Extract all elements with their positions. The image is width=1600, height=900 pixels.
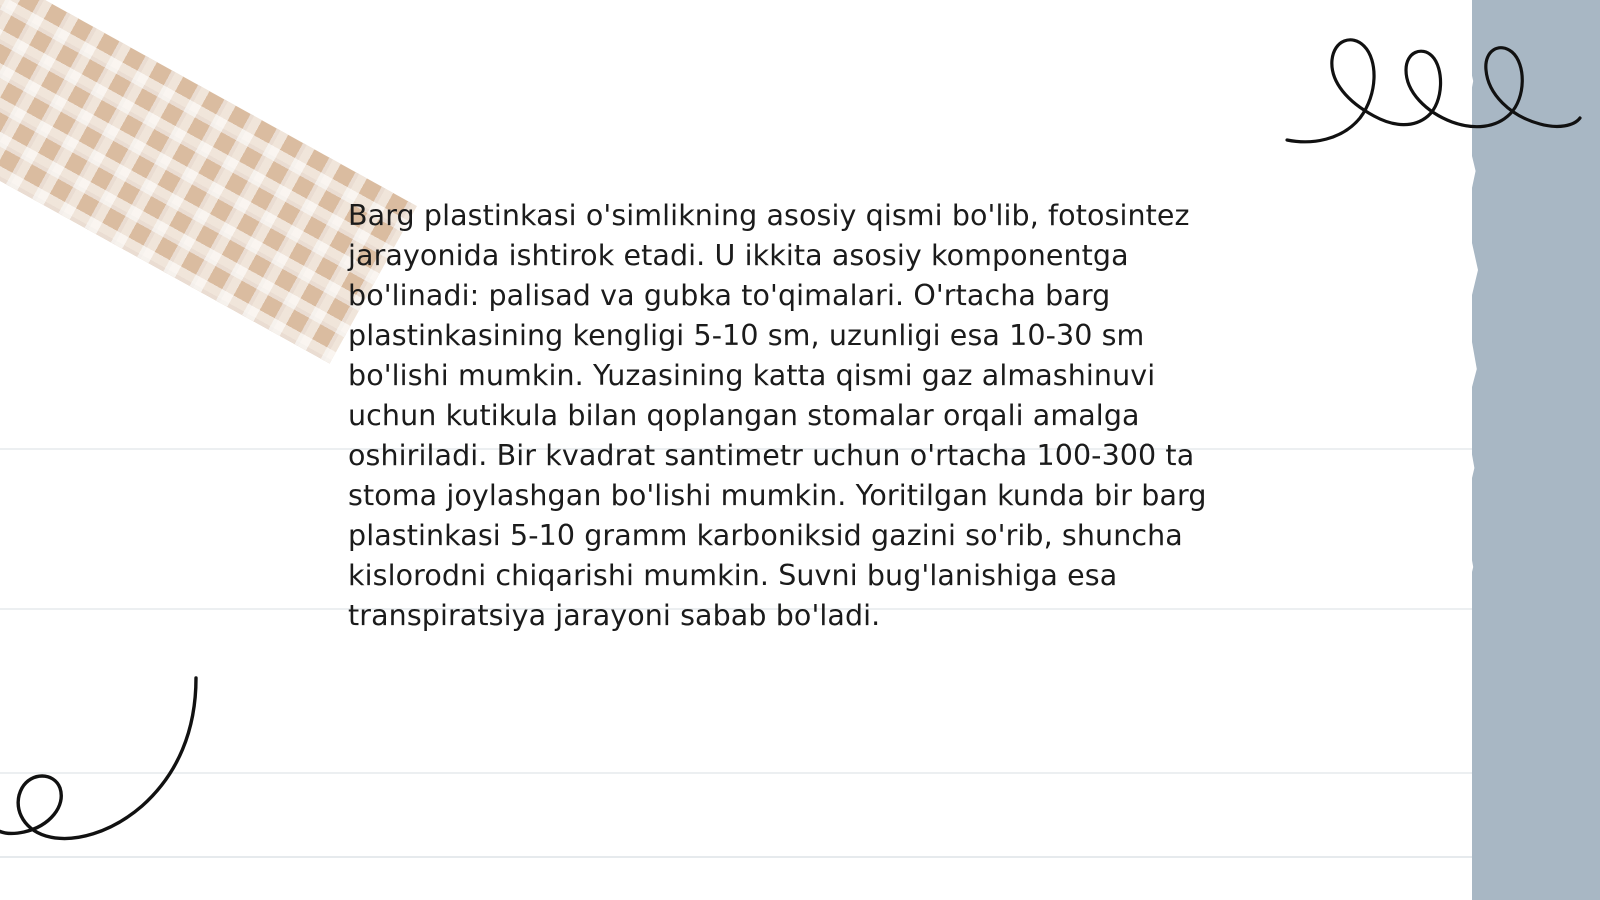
paper-rule-line: [0, 856, 1472, 858]
loops-squiggle-icon: [1282, 20, 1582, 170]
slide-body-text: Barg plastinkasi o'simlikning asosiy qismi bo'lib, fotosintez jarayonida ishtirok etadi. U ikkita asosiy komponentga bo'linadi: palisad va gubka to'qimalari. O'rtacha barg plastinkasining kengligi 5-10 sm, uzunligi esa 10-30 sm bo'lishi mumkin. Yuzasining katta qismi gaz almashinuvi uchun kutikula bilan qoplangan stomalar orqali amalga oshiriladi. Bir kvadrat santimetr uchun o'rtacha 100-300 ta stoma joylashgan bo'lishi mumkin. Yoritilgan kunda bir barg plastinkasi 5-10 gramm karboniksid gazini so'rib, shuncha kislorodni chiqarishi mumkin. Suvni bug'lanishiga esa transpiratsiya jarayoni sabab bo'ladi.: [348, 199, 1216, 632]
paper-rule-line: [0, 772, 1472, 774]
swirl-flourish-icon: [0, 670, 220, 870]
paper-top-edge: [0, 0, 1472, 16]
